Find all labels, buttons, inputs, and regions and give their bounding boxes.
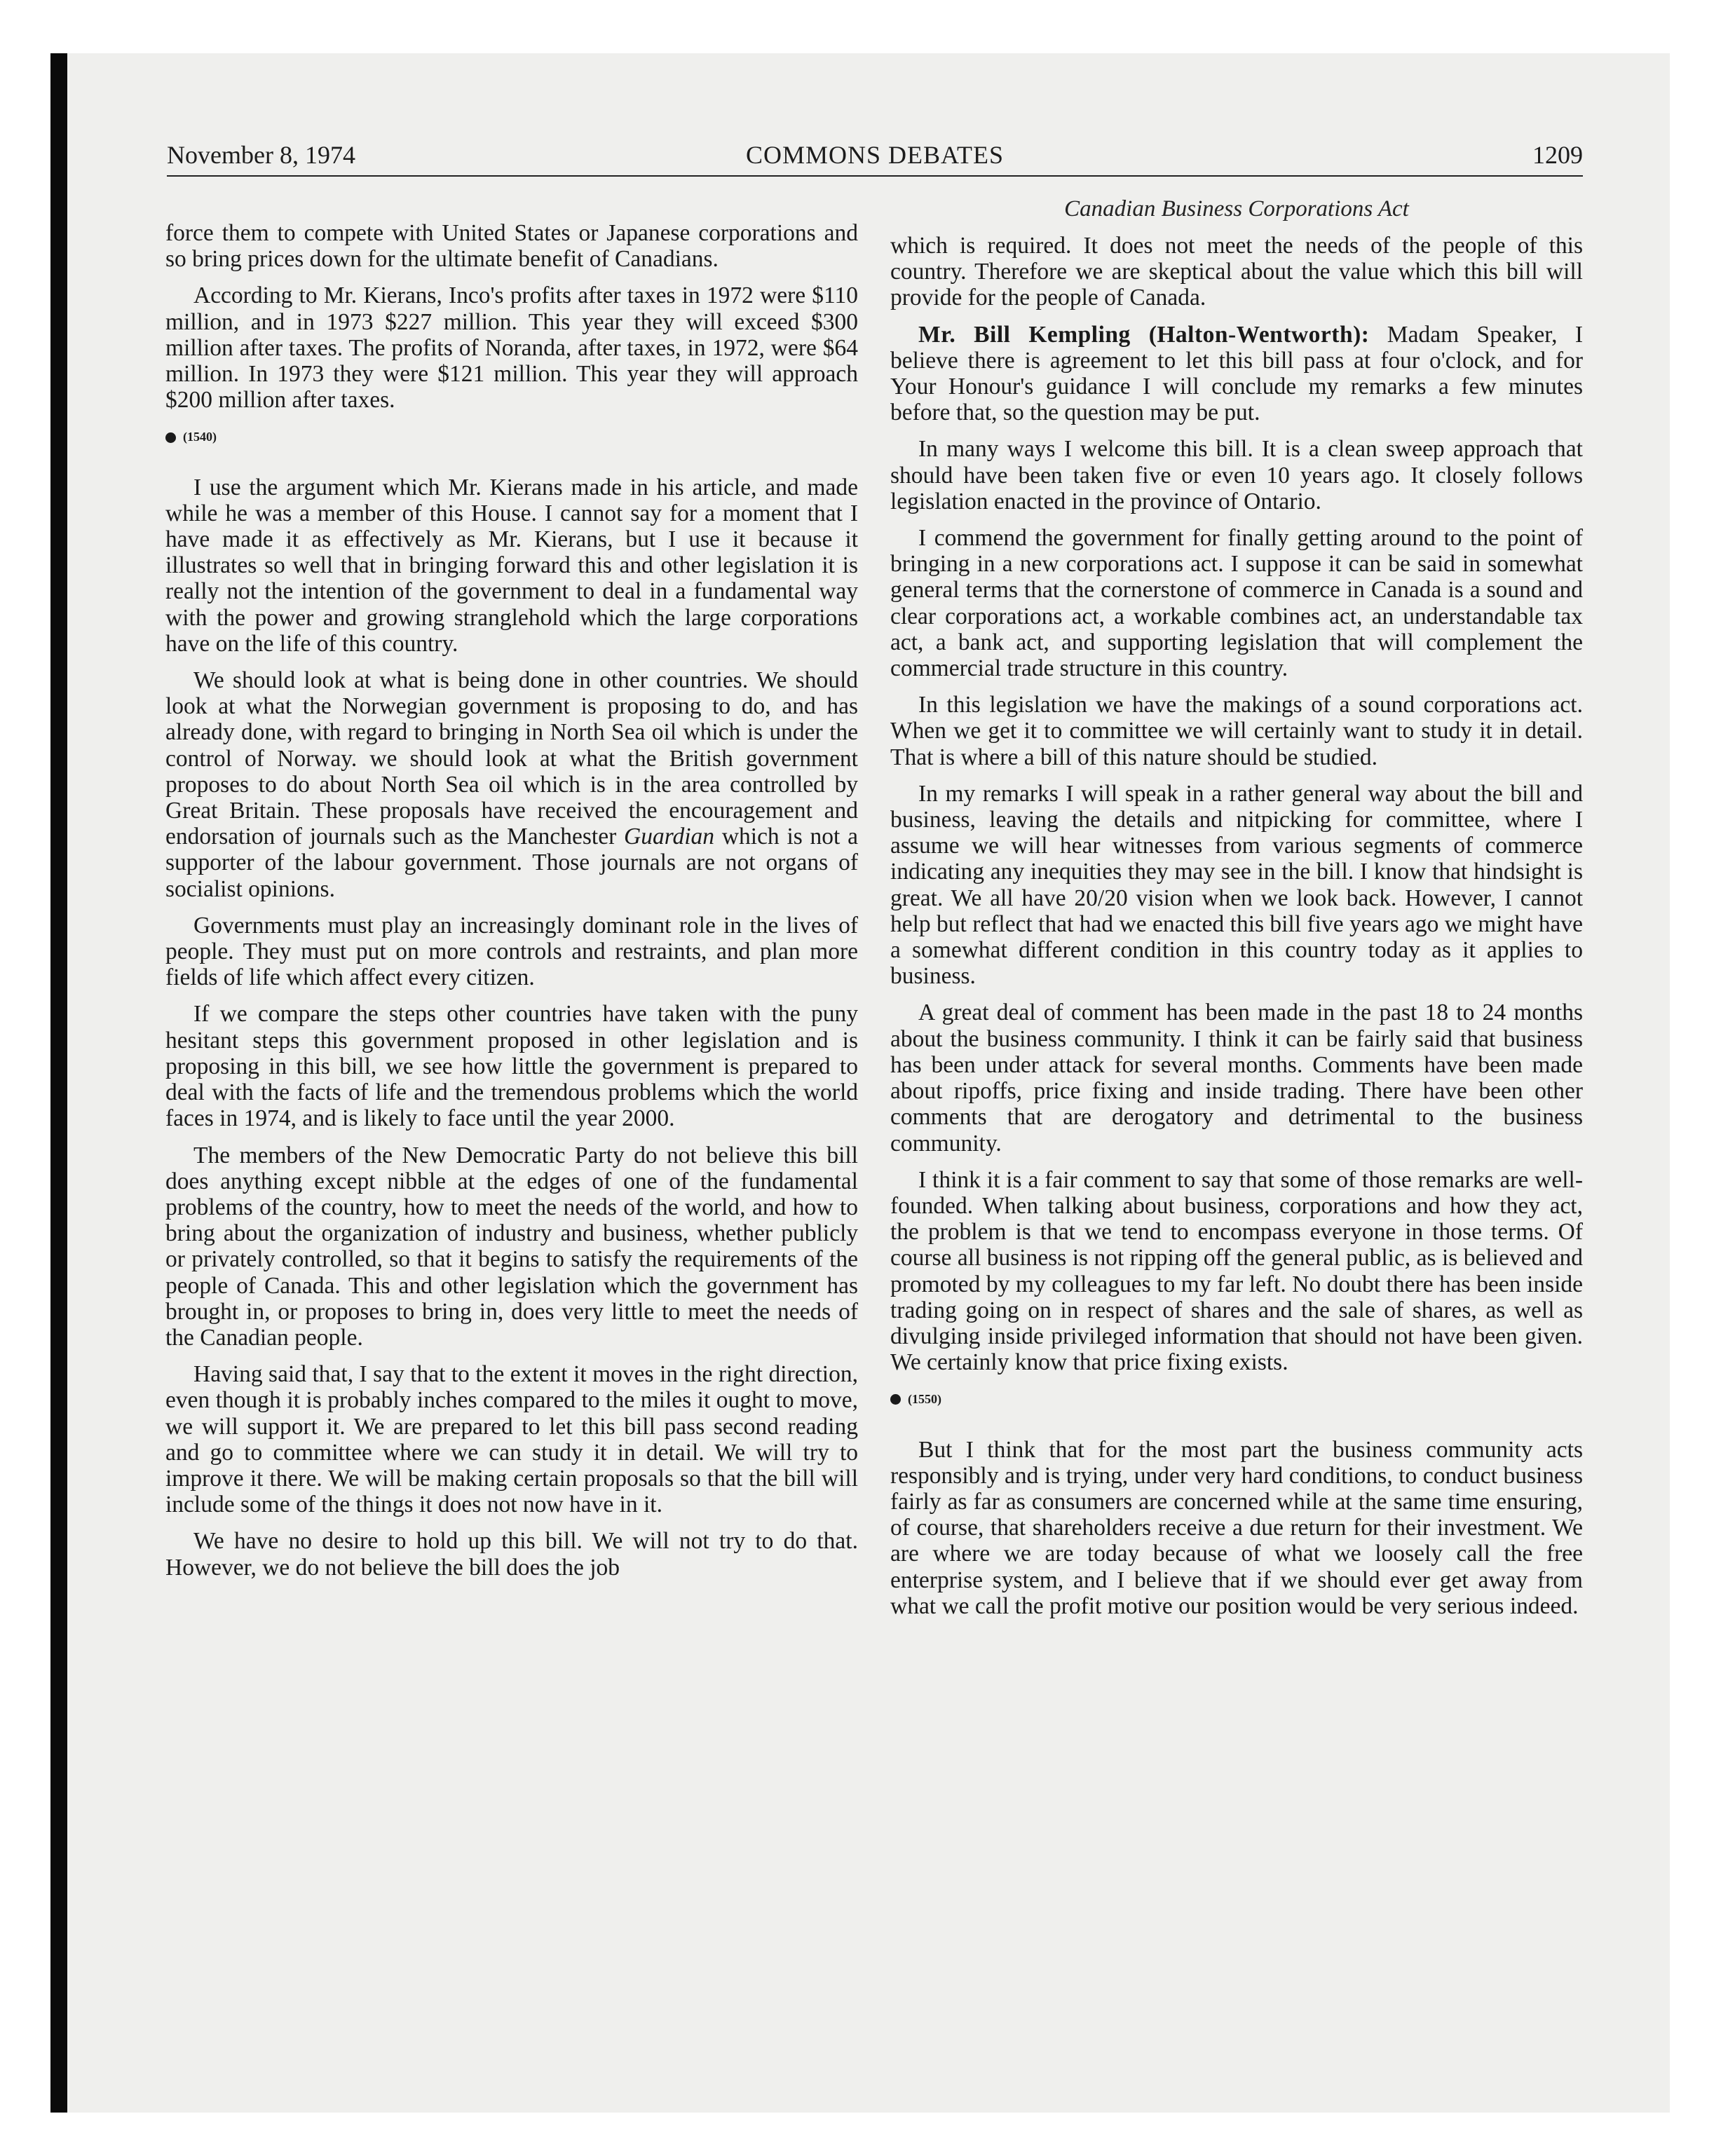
left-column bbox=[165, 220, 858, 1591]
paragraph: We have no desire to hold up this bill. We will not try to do that. However, we do not believe the bill does the job bbox=[165, 1528, 858, 1581]
time-marker-label: (1550) bbox=[908, 1392, 941, 1407]
paragraph: A great deal of comment has been made in the past 18 to 24 months about the business community. I think it can be fairly said that business has been under attack for several months. Comments have been made about ripoffs, price fixing and inside trading. There have been other comments that are derogatory and detrimental to the business community. bbox=[890, 999, 1583, 1157]
page-header bbox=[167, 137, 1583, 177]
paragraph: But I think that for the most part the business community acts responsibly and is trying, under very hard conditions, to conduct business fairly as far as consumers are concerned while at the same time ensuring, of course, that shareholders receive a due return for their investment. We are where we are today because of what we loosely call the free enterprise system, and I believe that if we should ever get away from what we call the profit motive our position would be very serious indeed. bbox=[890, 1436, 1583, 1619]
paragraph-text: which is not a supporter of the labour government. Those journals are not organs of socialist opinions. bbox=[165, 824, 858, 902]
page-number: 1209 bbox=[1532, 141, 1583, 169]
paragraph: Governments must play an increasingly dominant role in the lives of people. They must put on more controls and restraints, and plan more fields of life which affect every citizen. bbox=[165, 912, 858, 991]
paragraph bbox=[890, 322, 1583, 426]
bullet-icon bbox=[165, 432, 176, 443]
time-marker bbox=[890, 1386, 1583, 1412]
paragraph: In many ways I welcome this bill. It is a clean sweep approach that should have been taken five or even 10 years ago. It closely follows legislation enacted in the province of Ontario. bbox=[890, 436, 1583, 514]
paragraph: In my remarks I will speak in a rather general way about the bill and business, leaving the details and nitpicking for committee, where I assume we will hear witnesses from various segments of commerce indicating any inequities they may see in the bill. I know that hindsight is great. We all have 20/20 vision when we look back. However, I cannot help but reflect that had we enacted this bill five years ago we might have a somewhat different condition in this country today as it applies to business. bbox=[890, 780, 1583, 990]
paragraph: According to Mr. Kierans, Inco's profits after taxes in 1972 were $110 million, and in 1973 $227 million. This year they will exceed $300 million after taxes. The profits of Noranda, after taxes, in 1972, were $64 million. In 1973 they were $121 million. This year they will approach $200 million after taxes. bbox=[165, 282, 858, 414]
paragraph: force them to compete with United States or Japanese corporations and so bring prices down for the ultimate benefit of Canadians. bbox=[165, 220, 858, 273]
paragraph-text: We should look at what is being done in other countries. We should look at what the Norwegian government is proposing to do, and has already done, with regard to bringing in North Sea oil which is under the control of Norway. we should look at what the British government proposes to do about North Sea oil which is in the area controlled by Great Britain. These proposals have received the encouragement and endorsation of journals such as the Manchester bbox=[165, 667, 858, 850]
paragraph: In this legislation we have the makings of a sound corporations act. When we get it to committee we will certainly want to study it in detail. That is where a bill of this nature should be studied. bbox=[890, 692, 1583, 770]
paragraph-text: Madam Speaker, I believe there is agreement to let this bill pass at four o'clock, and for Your Honour's guidance I will conclude my remarks a few minutes before that, so the question may be put. bbox=[890, 321, 1584, 426]
paragraph bbox=[165, 667, 858, 902]
paragraph: I commend the government for finally getting around to the point of bringing in a new corporations act. I suppose it can be said in somewhat general terms that the cornerstone of commerce in Canada is a sound and clear corporations act, a workable combines act, an understandable tax act, a bank act, and supporting legislation that will complement the commercial trade structure in this country. bbox=[890, 525, 1583, 682]
time-marker bbox=[165, 424, 858, 450]
paragraph: which is required. It does not meet the needs of the people of this country. Therefore we are skeptical about the value which this bill will provide for the people of Canada. bbox=[890, 233, 1583, 311]
time-marker-label: (1540) bbox=[183, 430, 217, 444]
paragraph: I think it is a fair comment to say that some of those remarks are well-founded. When talking about business, corporations and how they act, the problem is that we tend to encompass everyone in those terms. Of course all business is not ripping off the general public, as is believed and promoted by my colleagues to my far left. No doubt there has been inside trading going on in respect of shares and the sale of shares, as well as divulging inside privileged information that should not have been given. We certainly know that price fixing exists. bbox=[890, 1166, 1583, 1376]
speaker-name: Mr. Bill Kempling (Halton-Wentworth): bbox=[918, 321, 1370, 348]
bullet-icon bbox=[890, 1394, 901, 1405]
header-date: November 8, 1974 bbox=[167, 141, 355, 169]
publication-name: Guardian bbox=[624, 824, 715, 850]
right-column bbox=[890, 233, 1583, 1630]
binding-edge bbox=[50, 53, 67, 2113]
publication-title: COMMONS DEBATES bbox=[745, 141, 1005, 169]
paragraph: I use the argument which Mr. Kierans made in his article, and made while he was a member of this House. I cannot say for a moment that I have made it as effectively as Mr. Kierans, but I use it because it illustrates so well that in bringing forward this and other legislation it is really not the intention of the government to deal in a fundamental way with the power and growing stranglehold which the large corporations have on the life of this country. bbox=[165, 474, 858, 657]
paragraph: The members of the New Democratic Party do not believe this bill does anything except nibble at the edges of one of the fundamental problems of the country, how to meet the needs of the world, and how to bring about the organization of industry and business, whether publicly or privately controlled, so that it begins to satisfy the requirements of the people of Canada. This and other legislation which the government has brought in, or proposes to bring in, does very little to meet the needs of the Canadian people. bbox=[165, 1142, 858, 1351]
running-head: Canadian Business Corporations Act bbox=[1064, 196, 1409, 221]
paragraph: Having said that, I say that to the extent it moves in the right direction, even though it is probably inches compared to the miles it ought to move, we will support it. We are prepared to let this bill pass second reading and go to committee where we can study it in detail. We will try to improve it there. We will be making certain proposals so that the bill will include some of the things it does not now have in it. bbox=[165, 1361, 858, 1518]
paragraph: If we compare the steps other countries have taken with the puny hesitant steps this government proposed in other legislation and is proposing in this bill, we see how little the government is prepared to deal with the facts of life and the tremendous problems which the world faces in 1974, and is likely to face until the year 2000. bbox=[165, 1001, 858, 1132]
